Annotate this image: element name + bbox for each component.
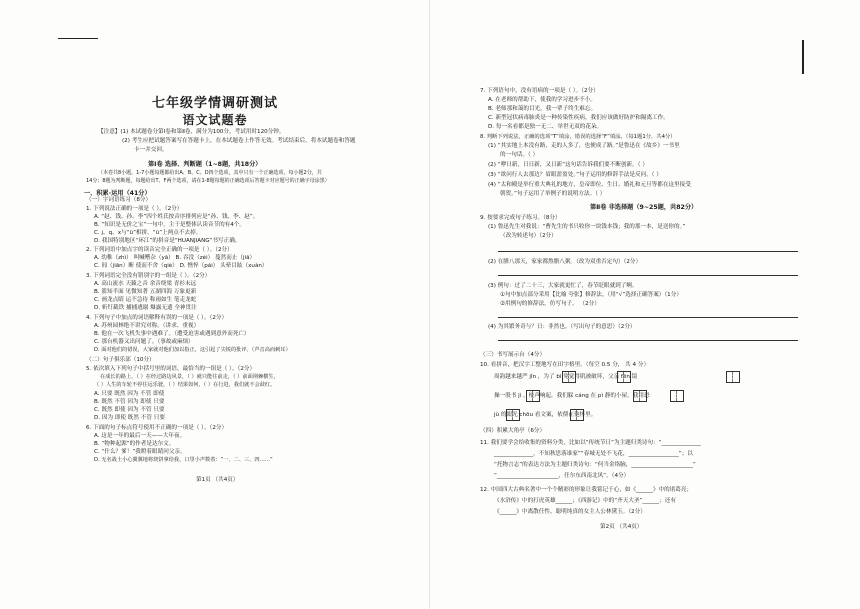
q9-item-4: (4) 为其繁务奇与？日：非然也。（写出句子的意思）（2分） (488, 324, 636, 330)
q9-item-3-2: ②用例句的修辞法，仿写句子。 （2分） (500, 301, 600, 307)
q9-item-1a: (1) 鲁迅先生对我说：“曹先生的书只收你一块钱本钱；我的那一本，是送你的。” (488, 224, 686, 230)
q7-option-c: C. 新型冠状病毒肺炎是一种传染性疾病，我们应该做好防护和隔离工作。 (488, 115, 669, 121)
q9-1-answer-line[interactable] (498, 251, 798, 252)
writing-grid-ju[interactable] (506, 409, 520, 421)
q2-option-cd: C. 间（jiān）断 使而不舍（qiè） D. 憔悴（pái） 头晕目眩（xuàn） (94, 263, 268, 269)
q8-item-4b: 朝贺。”句子运用了举例子的说明方法。（ ） (500, 191, 606, 197)
sub-4: （四）积累大角亭（6分） (480, 428, 546, 434)
q4-option-d: D. 面对他们的错误，大家就对他们加以指正，这引起了尖锐的批评。（声音高而刺耳） (94, 347, 291, 353)
q1-option-b: B. “知识是无价之宝”一句中，主干是整体认读音节的有4个。 (94, 222, 245, 228)
exam-page-2 (430, 0, 860, 609)
q6-option-a: A. 这是一年的最后一天——大年夜。 (94, 433, 186, 439)
note-line-3: 卡一并交回。 (134, 147, 168, 153)
note-line-1: 【注意】(1) 本试题卷分第Ⅰ卷和第Ⅱ卷，满分为100分，考试用时120分钟。 (98, 129, 285, 135)
q9-stem: 9. 按要求完成句子练习。（8分） (480, 215, 561, 221)
part1-title: 第Ⅰ卷 选择、判断题（1~8题，共18分） (148, 161, 262, 168)
q9-item-1b: （改为转述句）（2分） (500, 233, 557, 239)
q6-option-d: D. 无名战士小心翼翼地将烧饼拿给我，口里小声数着：“一、二、三、四……” (94, 457, 273, 463)
writing-grid-chou[interactable] (570, 409, 584, 421)
writing-grid-bi[interactable] (617, 371, 631, 383)
q12-line-2: 《水浒传》中的打虎英雄______；《西游记》中的“齐天大圣”______；还有 (494, 498, 676, 504)
q5-line-2: （ ）人生的车轮不停往远乐驶，（ ）结果如何，（ ）在行进，我们就不会歧红。 (94, 382, 276, 388)
q8-stem: 8. 判断下列说法，正确的选项“T”填涂，错误的选择“F”填涂。（每1题1分，共4分） (480, 134, 676, 140)
q8-item-3: (3) “欲问行人去那边？眉眼盈盈处。”句子运用的修辞手法是反问。（ ） (488, 172, 662, 178)
q7-stem: 7. 下列语句中，没有语病的一项是（ ）。（2分） (480, 88, 599, 94)
page-footer-2: 第2页 （共4页） (600, 524, 643, 530)
writing-grid-jin[interactable] (562, 371, 576, 383)
q3-option-c: C. 画龙点睛 运不急待 称雨如生 笔走龙蛇 (94, 297, 197, 303)
q5-option-a: A. 只要 既然 因为 不管 即使 (94, 391, 165, 397)
sub-2: （二）句子俱乐部（10分） (86, 357, 155, 363)
section-1: 一、积累·运用（41分） (84, 190, 151, 197)
scan-mark-right (802, 40, 804, 74)
q1-option-d: D. 我国特别地区“环江”的拼音是“HUANJIANG”书写正确。 (94, 238, 241, 244)
q10-line-3: jù 的眼光 chōu 看文案，依偎在他怀里。 (494, 412, 597, 418)
writing-grid-pi[interactable] (670, 390, 684, 402)
q5-line-1: 在成长的路上，（ ）在经过路边风景，（ ）就只能往前走，（ ）前面荆棘横生， (100, 374, 279, 380)
part1-instruction-1: （本卷共8小题。1-7小题每题都给出A、B、C、D四个选项，其中只有一个正确选项，每小题2分，共 (98, 170, 322, 176)
q12-line-1: 12. 中国四大古典名著中一个个精彩的形象让我铭记于心，如《______》中的诸葛亮； (480, 487, 693, 493)
q9-item-3: (3) 例句：过了二十三，大家就更忙了，春节眨眼就到了啊。 (488, 283, 638, 289)
q11-line-4: “______________________，任尔东西南北风”。（4分） (494, 473, 630, 479)
q8-item-1a: (1) “其实地上本没有路，走的人多了，也便成了路。”是鲁迅在《故乡》一书里 (488, 143, 680, 149)
exam-subtitle: 语文试题卷 (182, 113, 248, 127)
q9-3-answer-line[interactable] (498, 317, 798, 318)
q4-option-a: A. 苏州园林绝不讲究对称。（讲求、重视） (94, 323, 200, 329)
page-footer-1: 第1页 （共4页） (196, 477, 239, 483)
q3-option-d: D. 斩钉截铁 捕捕逃谢 爆露无遗 全神贯注 (94, 305, 197, 311)
q8-item-2: (2) “咿日新，日日新，又日新”这句话告诉我们要不断创新。（ ） (488, 162, 648, 168)
q10-line-1: 周韵越来越严 jǐn ，为了 bì 免觉得肌被破坏，父亲 fēn 镜 (494, 374, 638, 380)
note-line-2: (2) 考生应把试题答案写在答题卡上，在本试题卷上作答无效。考试结束后，将本试题卷和答题 (122, 138, 356, 144)
exam-title: 七年级学情调研测试 (151, 96, 278, 111)
q11-line-2: ______________，不知秋思落谁家”“春城无处不飞花，__________________”；以 (494, 451, 693, 457)
q8-item-1b: 的一句话。（ ） (500, 152, 539, 158)
writing-grid-cang[interactable] (633, 390, 647, 402)
q3-stem: 3. 下列词语完全没有错别字的一组是（ ）。（2分） (86, 273, 211, 279)
q10-stem: 10. 看拼音，把汉字工整地写在田字格里。（每空 0.5 分， 共 4 分） (480, 362, 650, 368)
q11-line-3: “托物言志”的表达方法为主题归类诗句：“何当金络脑，______________________” (494, 462, 696, 468)
q2-stem: 2. 下列词语中加点字的读音完全正确的一项是（ ）。（2分） (86, 247, 233, 253)
sub-1: （一）字词语练习（8分） (86, 197, 152, 203)
q9-4-answer-line[interactable] (498, 340, 798, 341)
q7-option-d: D. 每一名看都是独一无二、举世无双的花朵。 (488, 124, 603, 130)
q1-option-c: C. j、q、x与“ü”相拼，“ü”上两点不去掉。 (94, 230, 202, 236)
q9-item-2: (2) 在腊八那天，家家都熬腊八粥。（改为双重否定句）（2分） (488, 259, 642, 265)
writing-grid-ji[interactable] (526, 390, 540, 402)
writing-grid-fen[interactable] (726, 371, 740, 383)
q4-option-b: B. 他在一次飞机失事中遇难了。（遭受迫害或遇到意外而死亡） (94, 331, 250, 337)
q1-stem: 1. 下列说法正确的一项是（ ）。（2分） (86, 206, 183, 212)
q11-line-1: 11. 我们要学会给收集的资料分类，比如以“传统节日”为主题归类诗句：“______________ (480, 440, 701, 446)
q12-line-3: 《______》中离散任性、聪明纯真的女主人公林黛玉。（2分） (494, 509, 646, 515)
q5-stem: 5. 依次填入下列句子中括号里的词语，最恰当的一组是（ ）。（2分） (86, 366, 256, 372)
q10-line-2: 操一股书 jì 。枪声响起，我们躲 cáng 在 pì 静的小屋，我用恐 (494, 393, 650, 399)
q4-option-c: C. 那台机器又出问题了。（事故或麻烦） (94, 339, 194, 345)
q5-option-c: C. 既然 即使 因为 不管 只要 (94, 407, 165, 413)
q5-option-d: D. 因为 即使 既然 不管 只要 (94, 415, 165, 421)
q6-option-c: C. “什么？爹！”我瞪着眼睛问父亲。 (94, 449, 186, 455)
scan-mark-top (58, 38, 98, 39)
q2-option-ab: A. 幼稚（zhì） 叫喊嘈杂（yā） B. 吞没（zéi） 蔓然而止（jiā） (94, 255, 256, 261)
q7-option-b: B. 老师那和蔼的目光，我一辈子终生难忘。 (488, 106, 597, 112)
q9-2-answer-line[interactable] (498, 275, 798, 276)
part1-instruction-2: 14分；8题为判断题，每题给出T、F两个选项，请在1-8题每题的正确选项后答题卡对应题号的正确字母涂黑） (86, 178, 330, 184)
q7-option-a: A. 在老师的帮助下，使我的学习进步不小。 (488, 97, 596, 103)
q5-option-b: B. 既然 不管 因为 即使 只要 (94, 399, 165, 405)
q6-stem: 6. 下面的句子标点符号使用不正确的一项是（ ）。（2分） (86, 425, 228, 431)
q3-option-a: A. 高山流水 天籁之音 余音绕梁 青衫未远 (94, 281, 197, 287)
sub-3: （三）书写展示台（4分） (480, 352, 546, 358)
q9-item-3-1: ①句中加点部分采用【比喻 夸张】修辞法。（用“√”选择正确答案）（1分） (500, 292, 682, 298)
q3-option-b: B. 篮知半面 见微知著 五湖四海 万象更新 (94, 289, 197, 295)
part2-title: 第Ⅱ卷 非选择题（9~25题，共82分） (590, 204, 698, 211)
q8-item-4a: (4) “太和殿是举行重大典礼的地方，皇帝即位、生日、婚礼和元旦等都在这里接受 (488, 182, 691, 188)
q1-option-a: A. “赵、钱、孙、李”四个姓氏按音序排列应是“孙、钱、李、赵”。 (94, 214, 259, 220)
q4-stem: 4. 下列句子中加点的词语解释有误的一项是（ ）。（2分） (86, 315, 228, 321)
q6-option-b: B. “物种起源”的作者是达尔文。 (94, 441, 175, 447)
